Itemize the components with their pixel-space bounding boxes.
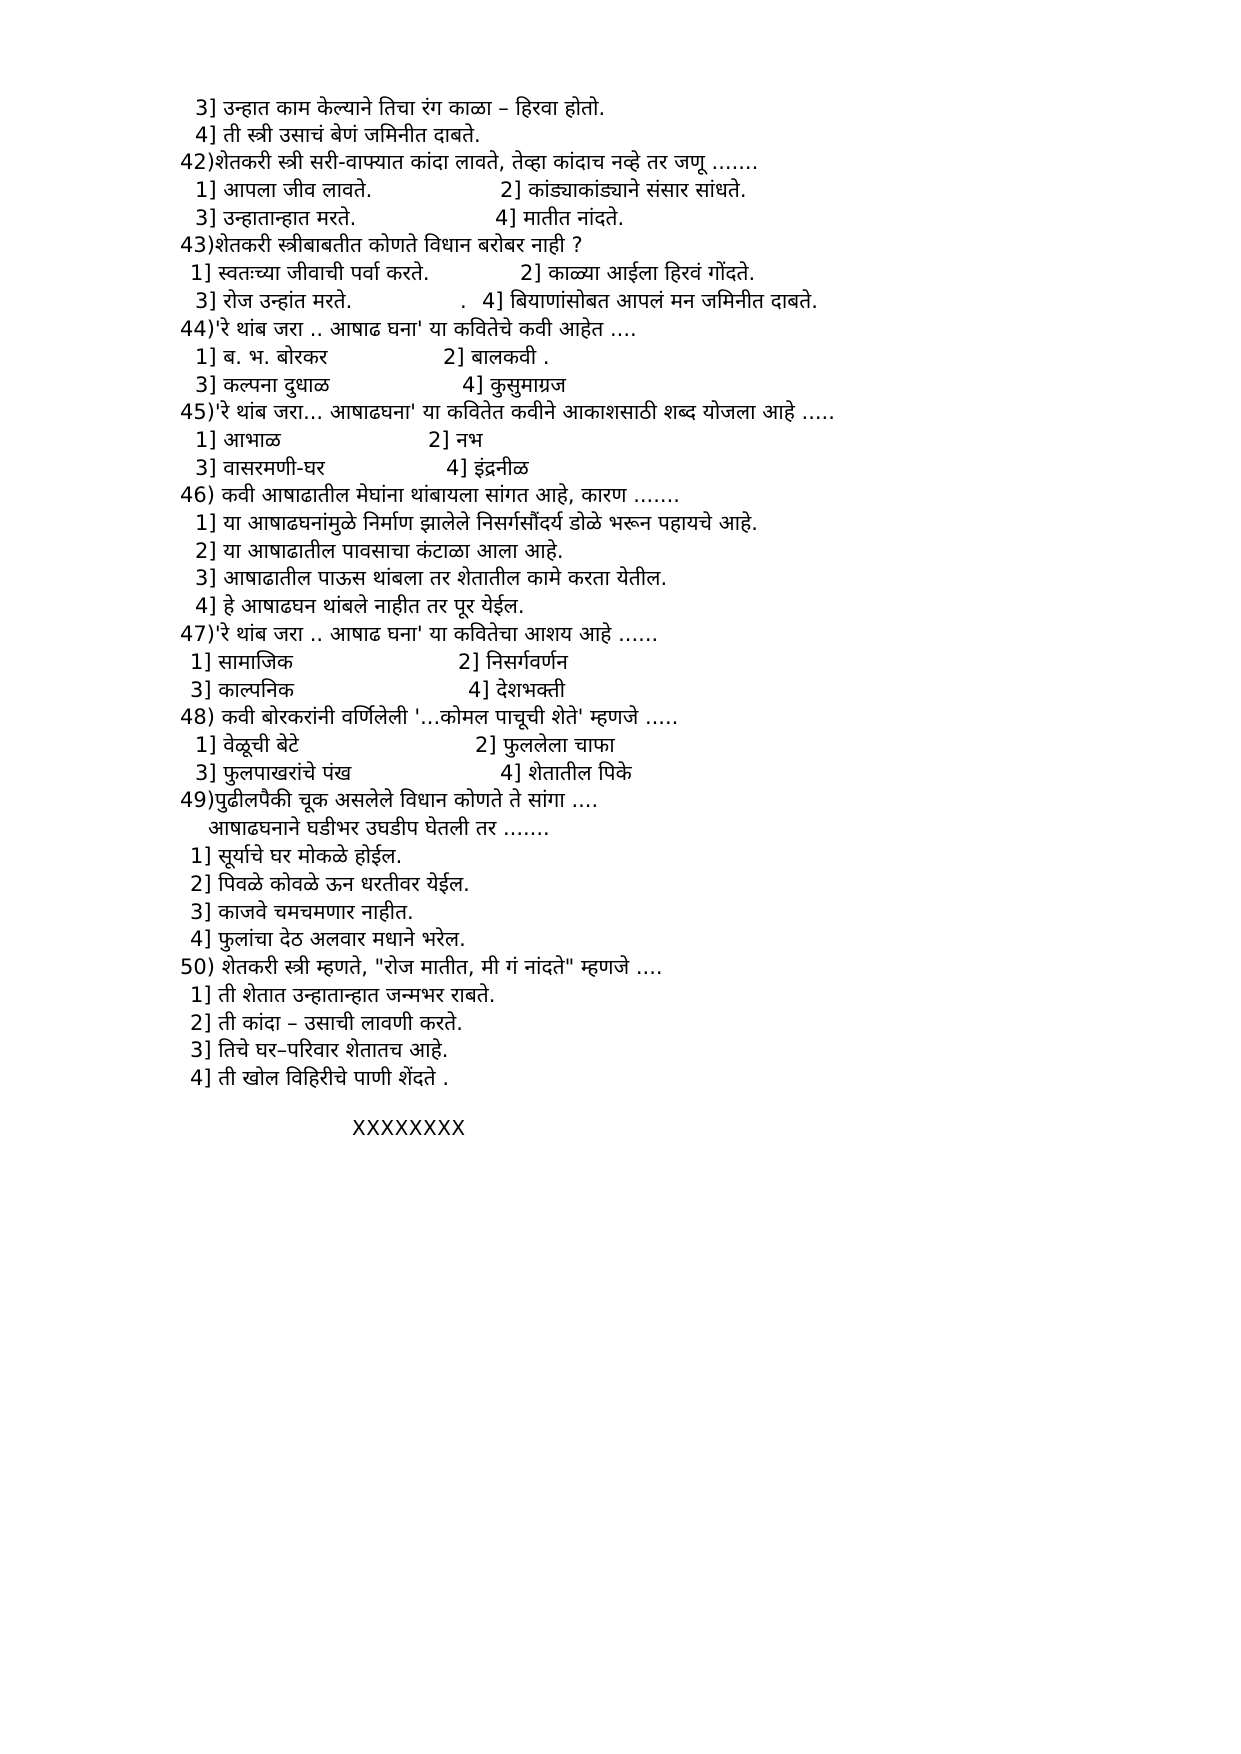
option-line: 4] ती स्त्री उसाचं बेणं जमिनीत दाबते. [195, 123, 481, 147]
option-line: 2] फुललेला चाफा [475, 733, 615, 757]
option-line: 2] कांड्याकांड्याने संसार सांधते. [500, 178, 747, 202]
question-49: 49)पुढीलपैकी चूक असलेले विधान कोणते ते सांगा .... [180, 788, 599, 812]
option-line: 1] स्वतःच्या जीवाची पर्वा करते. [190, 261, 430, 285]
option-line: 3] रोज उन्हांत मरते. [195, 289, 353, 313]
option-line: 1] ती शेतात उन्हातान्हात जन्मभर राबते. [190, 983, 496, 1007]
option-line: 1] सूर्याचे घर मोकळे होईल. [190, 844, 403, 868]
option-line: 2] काळ्या आईला हिरवं गोंदते. [520, 261, 756, 285]
option-line: 1] आपला जीव लावते. [195, 178, 373, 202]
option-line: 1] ब. भ. बोरकर [195, 345, 328, 369]
option-line: 4] बियाणांसोबत आपलं मन जमिनीत दाबते. [482, 289, 818, 313]
end-mark: XXXXXXXX [352, 1116, 466, 1140]
option-line: 4] हे आषाढघन थांबले नाहीत तर पूर येईल. [195, 594, 525, 618]
question-45: 45)'रे थांब जरा... आषाढघना' या कवितेत कवीने आकाशसाठी शब्द योजला आहे ..... [180, 400, 835, 424]
option-line: 3] काजवे चमचमणार नाहीत. [190, 900, 414, 924]
option-line: 3] तिचे घर–परिवार शेतातच आहे. [190, 1038, 449, 1062]
option-line: 1] वेळूची बेटे [195, 733, 299, 757]
option-line: 3] उन्हातान्हात मरते. [195, 206, 357, 230]
option-line: 1] आभाळ [195, 428, 281, 452]
option-line: 4] कुसुमाग्रज [462, 373, 566, 397]
option-line: 3] वासरमणी-घर [195, 456, 325, 480]
option-line: 2] या आषाढातील पावसाचा कंटाळा आला आहे. [195, 539, 564, 563]
question-49-subline: आषाढघनाने घडीभर उघडीप घेतली तर ....... [208, 816, 550, 840]
question-48: 48) कवी बोरकरांनी वर्णिलेली '...कोमल पाचूची शेते' म्हणजे ..... [180, 705, 679, 729]
option-line: 3] काल्पनिक [190, 678, 294, 702]
option-line: 2] बालकवी . [443, 345, 550, 369]
question-44: 44)'रे थांब जरा .. आषाढ घना' या कवितेचे कवी आहेत .... [180, 317, 637, 341]
option-line: 1] या आषाढघनांमुळे निर्माण झालेले निसर्गसौंदर्य डोळे भरून पहायचे आहे. [195, 511, 758, 535]
option-line: 3] उन्हात काम केल्याने तिचा रंग काळा – हिरवा होतो. [195, 96, 606, 120]
stray-dot: . [460, 289, 467, 313]
option-line: 4] देशभक्ती [468, 678, 566, 702]
option-line: 4] ती खोल विहिरीचे पाणी शेंदते . [190, 1066, 450, 1090]
option-line: 4] शेतातील पिके [500, 761, 632, 785]
option-line: 4] फुलांचा देठ अलवार मधाने भरेल. [190, 927, 466, 951]
option-line: 3] आषाढातील पाऊस थांबला तर शेतातील कामे करता येतील. [195, 566, 668, 590]
option-line: 4] इंद्रनीळ [446, 456, 529, 480]
option-line: 1] सामाजिक [190, 650, 294, 674]
option-line: 3] कल्पना दुधाळ [195, 373, 330, 397]
option-line: 3] फुलपाखरांचे पंख [195, 761, 352, 785]
option-line: 4] मातीत नांदते. [495, 206, 625, 230]
question-47: 47)'रे थांब जरा .. आषाढ घना' या कवितेचा आशय आहे ...... [180, 622, 659, 646]
option-line: 2] निसर्गवर्णन [458, 650, 568, 674]
question-50: 50) शेतकरी स्त्री म्हणते, "रोज मातीत, मी गं नांदते" म्हणजे .... [180, 955, 663, 979]
option-line: 2] ती कांदा – उसाची लावणी करते. [190, 1011, 463, 1035]
option-line: 2] नभ [428, 428, 483, 452]
option-line: 2] पिवळे कोवळे ऊन धरतीवर येईल. [190, 872, 470, 896]
question-46: 46) कवी आषाढातील मेघांना थांबायला सांगत आहे, कारण ....... [180, 483, 680, 507]
question-42: 42)शेतकरी स्त्री सरी-वाफ्यात कांदा लावते, तेव्हा कांदाच नव्हे तर जणू ....... [180, 150, 759, 174]
question-43: 43)शेतकरी स्त्रीबाबतीत कोणते विधान बरोबर नाही ? [180, 233, 583, 257]
